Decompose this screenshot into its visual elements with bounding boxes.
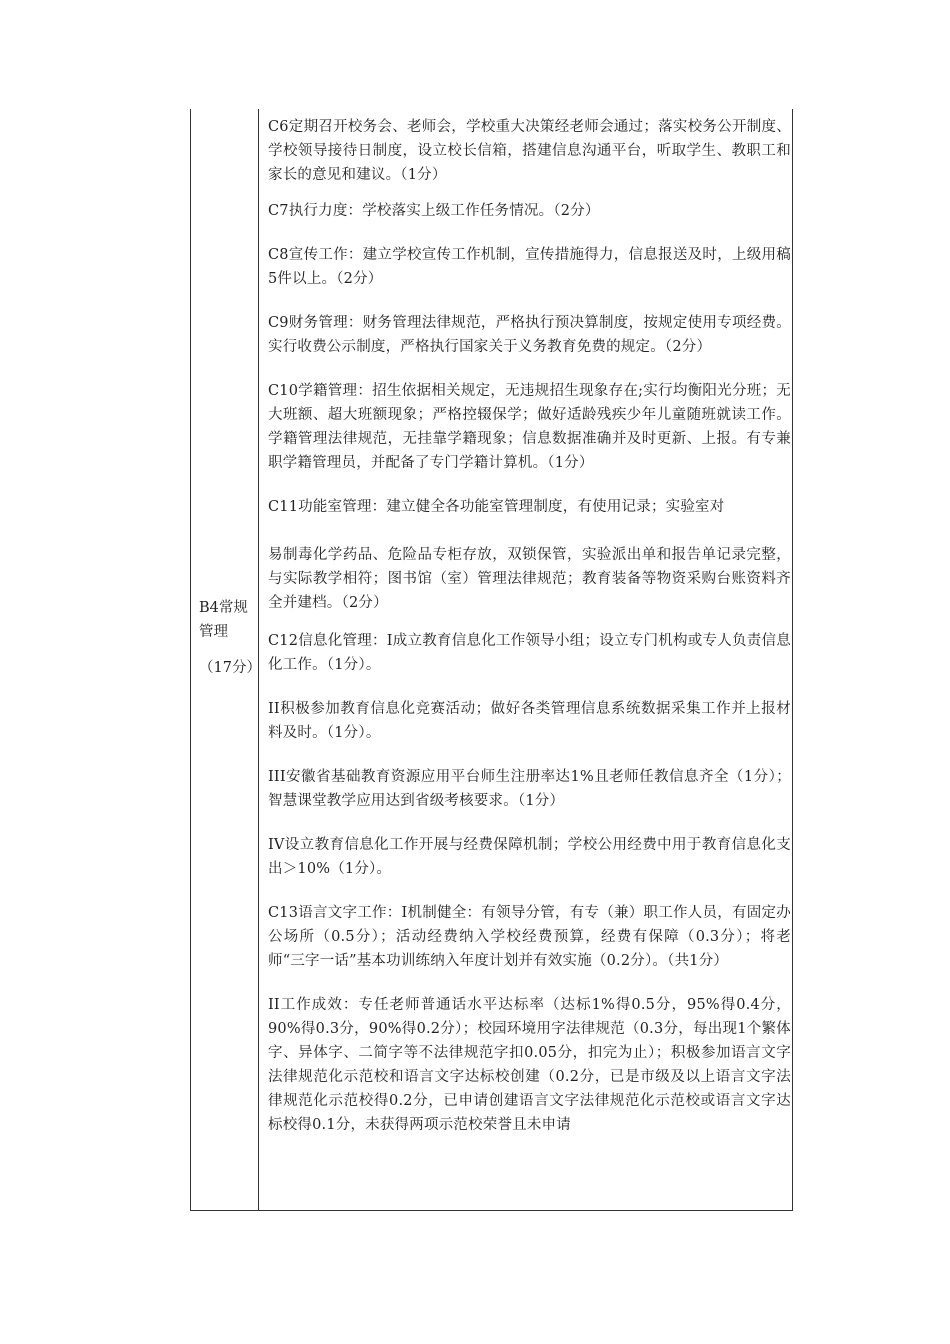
item-c9: C9财务管理：财务管理法律规范，严格执行预决算制度，按规定使用专项经费。实行收费公示制度，严格执行国家关于义务教育免费的规定。（2分） [268,315,791,355]
item-c13-part1: C13语言文字工作：I机制健全：有领导分管，有专（兼）职工作人员，有固定办公场所（0.5分）；活动经费纳入学校经费预算，经费有保障（0.3分）；将老师“三字一话”基本功训练纳入年度计划并有效实施（0.2分）。（共1分） [268,905,791,969]
item-c11-part1: C11功能室管理：建立健全各功能室管理制度，有使用记录；实验室对 [268,499,725,515]
item-c7: C7执行力度：学校落实上级工作任务情况。（2分） [268,203,600,219]
category-title: B4常规管理 [199,600,248,640]
item-c12-part1: C12信息化管理：I成立教育信息化工作领导小组；设立专门机构或专人负责信息化工作。（1分）。 [268,633,791,673]
criteria-table [190,109,793,1211]
item-c12-part2: II积极参加教育信息化竞赛活动；做好各类管理信息系统数据采集工作并上报材料及时。（1分）。 [268,701,791,741]
item-c12-part4: IV设立教育信息化工作开展与经费保障机制；学校公用经费中用于教育信息化支出＞10%（1分）。 [268,837,791,877]
category-points: （17分） [199,660,261,676]
item-c12-part3: III安徽省基础教育资源应用平台师生注册率达1%且老师任教信息齐全（1分）；智慧课堂教学应用达到省级考核要求。（1分） [268,769,791,809]
item-c10: C10学籍管理：招生依据相关规定，无违规招生现象存在;实行均衡阳光分班；无大班额、超大班额现象；严格控辍保学；做好适龄残疾少年儿童随班就读工作。学籍管理法律规范，无挂靠学籍现象；信息数据准确并及时更新、上报。有专兼职学籍管理员，并配备了专门学籍计算机。（1分） [268,383,791,471]
criteria-content [268,115,791,1137]
item-c6: C6定期召开校务会、老师会，学校重大决策经老师会通过；落实校务公开制度、学校领导接待日制度，设立校长信箱，搭建信息沟通平台，听取学生、教职工和家长的意见和建议。（1分） [268,119,791,183]
item-c11-part2: 易制毒化学药品、危险品专柜存放，双锁保管，实验派出单和报告单记录完整，与实际教学相符；图书馆（室）管理法律规范；教育装备等物资采购台账资料齐全并建档。（2分） [268,547,791,611]
item-c8: C8宣传工作：建立学校宣传工作机制，宣传措施得力，信息报送及时，上级用稿5件以上。（2分） [268,247,791,287]
category-cell [199,596,261,680]
item-c13-part2: II工作成效：专任老师普通话水平达标率（达标1%得0.5分，95%得0.4分，90%得0.3分，90%得0.2分）；校园环境用字法律规范（0.3分，每出现1个繁体字、异体字、二简字等不法律规范字扣0.05分，扣完为止）；积极参加语言文字法律规范化示范校和语言文字达标校创建（0.2分，已是市级及以上语言文字法律规范化示范校得0.2分，已申请创建语言文字法律规范化示范校或语言文字达标校得0.1分，未获得两项示范校荣誉且未申请 [268,997,791,1133]
